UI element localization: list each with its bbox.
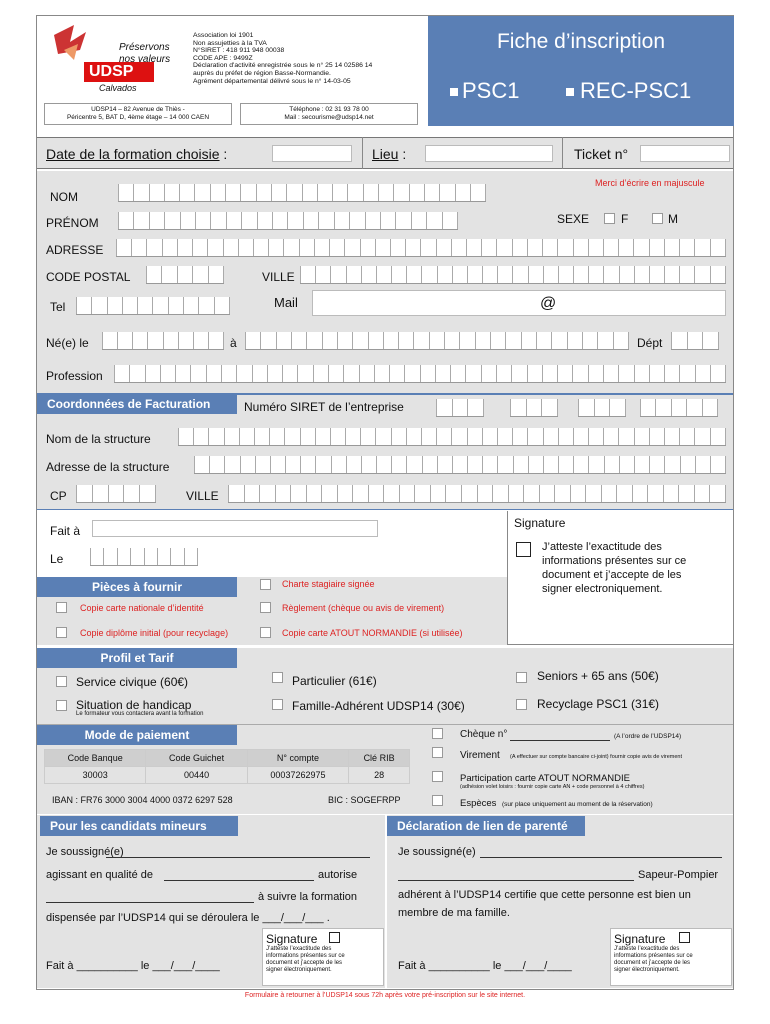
attest-line: signer électroniquement. [614,967,680,973]
assoc-line: Non assujetties à la TVA [193,39,267,47]
atout-checkbox[interactable] [432,771,443,782]
siret-field-4[interactable] [640,399,718,417]
address-box [44,103,232,125]
fait-le-field[interactable] [90,548,198,566]
bank-value: 30003 [45,767,146,784]
lieu-label: Lieu [372,146,399,162]
handicap-checkbox[interactable] [56,700,67,711]
attest-line: informations présentes sur ce [614,953,693,959]
charte-checkbox[interactable] [260,579,271,590]
service-checkbox[interactable] [56,676,67,687]
profil-tab: Profil et Tarif [37,648,237,668]
fait-a-input[interactable] [92,520,378,537]
diplome-checkbox[interactable] [56,627,67,638]
parente-nom-line [398,880,634,881]
lieu-input[interactable] [425,145,553,162]
siret-field-1[interactable] [436,399,484,417]
mineurs-nom-line [46,902,254,903]
ne-le-field[interactable] [102,332,224,350]
mineurs-fait: Fait à __________ le ___/___/____ [46,960,220,972]
pieces-tab: Pièces à fournir [37,577,237,597]
logo [44,20,174,100]
siret-field-3[interactable] [578,399,626,417]
mineurs-soussigne-line [106,857,370,858]
dispensee-dot: . [326,912,330,924]
parente-attest [614,946,693,974]
signature-label: Signature [514,516,566,530]
bank-header: Code Guichet [146,750,247,767]
lieu-label-wrap [372,146,406,162]
structure-address-label: Adresse de la structure [46,460,170,474]
date-input[interactable] [272,145,352,162]
mineurs-tab: Pour les candidats mineurs [40,816,238,836]
attest-line: document et j’accepte de les [266,960,343,966]
structure-name-field[interactable] [178,428,726,446]
dispensee-date: ___/___/___ [262,912,324,924]
attest-line: document et j’accepte de les [614,960,691,966]
option-psc1-label: PSC1 [462,78,520,103]
parente-signature-label: Signature [614,932,666,946]
assoc-line: N°SIRET : 418 911 948 00038 [193,47,285,55]
nom-label: NOM [50,190,78,204]
parente-soussigne: Je soussigné(e) [398,846,476,858]
especes-note: (sur place uniquement au moment de la réservation) [502,801,653,808]
handicap-label: Situation de handicap [76,698,192,712]
mineurs-dispensee [46,912,330,924]
seniors-label: Seniors + 65 ans (50€) [537,669,659,683]
dept-label: Dépt [637,336,663,350]
assoc-line: Agrément départemental délivré sous le n° 14-03-05 [193,77,351,85]
parente-fait-label: Fait à [398,960,426,972]
mail-label: Mail [274,295,298,310]
mineurs-suivre: à suivre la formation [258,891,358,903]
title-box [428,16,734,126]
cni-checkbox[interactable] [56,602,67,613]
attest-text [542,540,686,596]
ticket-input[interactable] [640,145,730,162]
atout-note: (adhésion volet loisirs : fournir copie carte AN + code personnel à 4 chiffres) [460,784,645,790]
paiement-tab: Mode de paiement [37,725,237,745]
contact-box [240,103,418,125]
particulier-label: Particulier (61€) [292,674,377,688]
formation-date-label [46,146,227,162]
code-postal-field[interactable] [146,266,224,284]
ville-label: VILLE [262,270,295,284]
phone: Téléphone : 02 31 93 78 00 [289,106,369,113]
mineurs-signature-checkbox[interactable] [329,932,340,943]
bank-header: Code Banque [45,750,146,767]
square-bullet-icon [450,88,458,96]
recyclage-checkbox[interactable] [516,699,527,710]
attest-line: informations présentes sur ce [266,953,345,959]
sexe-f-label: F [621,212,629,226]
attest-line: document et j’accepte de les [542,569,682,581]
uppercase-note: Merci d’écrire en majuscule [595,178,705,188]
mineurs-soussigne: Je soussigné(e) [46,846,124,858]
bank-header-row [45,750,410,767]
attest-line: informations présentes sur ce [542,555,687,567]
mail: Mail : secourisme@udsp14.net [284,114,374,121]
tel-field[interactable] [76,297,230,315]
billing-tab: Coordonnées de Facturation [37,394,237,414]
adresse-label: ADRESSE [46,243,104,257]
structure-name-label: Nom de la structure [46,432,151,446]
profession-field[interactable] [114,365,726,383]
siret-field-2[interactable] [510,399,558,417]
lieu-separator [362,137,363,169]
ticket-separator [562,137,563,169]
structure-address-field[interactable] [194,456,726,474]
cheque-note: (A l’ordre de l’UDSP14) [614,733,682,740]
code-postal-label: CODE POSTAL [46,270,131,284]
especes-label: Espèces [460,798,497,809]
colon: : [219,146,228,162]
fait-le-label: Le [50,552,64,566]
mineurs-signature-label: Signature [266,932,318,946]
logo-slogan-2: nos valeurs [119,54,171,65]
a-label: à [230,336,237,350]
particulier-checkbox[interactable] [272,672,283,683]
sexe-m-label: M [668,212,678,226]
lieu-naissance-field[interactable] [245,332,629,350]
parente-signature-checkbox[interactable] [679,932,690,943]
square-bullet-icon [566,88,574,96]
diplome-label: Copie diplôme initial (pour recyclage) [80,628,229,638]
billing-ville-label: VILLE [186,489,219,503]
parente-soussigne-line [480,857,722,858]
bic: BIC : SOGEFRPP [328,795,401,805]
nom-field[interactable] [118,184,486,202]
ville-field[interactable] [300,266,726,284]
mineurs-qualite: agissant en qualité de [46,869,154,881]
ticket-label: Ticket n° [574,146,629,162]
virement-label: Virement [460,750,500,761]
especes-checkbox[interactable] [432,795,443,806]
attest-line: J’atteste l’exactitude des [614,946,680,952]
logo-sub: Calvados [99,83,137,93]
address-line: UDSP14 – 82 Avenue de Thiès - [91,106,185,113]
fait-a-label: Fait à [50,524,81,538]
mail-input[interactable] [312,290,726,316]
ne-le-label: Né(e) le [46,336,89,350]
dept-field[interactable] [671,332,719,350]
atout-label: Participation carte ATOUT NORMANDIE [460,773,630,784]
charte-label: Charte stagiaire signée [282,579,375,589]
prenom-field[interactable] [118,212,458,230]
parente-adherent-2: membre de ma famille. [398,907,510,919]
bank-value-row [45,767,410,784]
assoc-line: Association loi 1901 [193,32,254,39]
page-title: Fiche d’inscription [496,30,666,53]
parente-pompier: Sapeur-Pompier [638,869,719,881]
bank-header: Clé RIB [349,750,410,767]
seniors-checkbox[interactable] [516,672,527,683]
cheque-line [510,740,610,741]
assoc-line: auprès du préfet de région Basse-Normandie. [193,69,331,77]
sexe-m-checkbox[interactable] [652,213,663,224]
recyclage-label: Recyclage PSC1 (31€) [537,697,660,711]
address-line: Péricentre 5, BAT D, 4ème étage – 14 000 CAEN [66,114,210,121]
sexe-label: SEXE [557,212,590,226]
parente-fait-date: ___/___/____ [504,960,572,972]
famille-label: Famille-Adhérent UDSP14 (30€) [292,699,465,713]
bank-table [44,749,410,784]
attest-line: signer électroniquement. [266,967,332,973]
tel-label: Tel [50,300,66,314]
virement-note: (A effectuer sur compte bancaire ci-joint) fournir copie avis de virement [510,754,683,760]
atout-copy-checkbox[interactable] [260,627,271,638]
handicap-note: Le formateur vous contactera avant la formation [76,711,204,717]
mineurs-fait-date: ___/___/____ [152,960,220,972]
parente-tab: Déclaration de lien de parenté [387,816,585,836]
option-rec-psc1[interactable] [566,78,691,104]
bank-header: N° compte [247,750,348,767]
mineurs-autorise: autorise [318,869,358,881]
logo-slogan-1: Préservons [119,42,170,53]
bank-value: 00037262975 [247,767,348,784]
famille-checkbox[interactable] [272,699,283,710]
date-label: Date de la formation choisie [46,146,220,162]
parente-le-label: le [492,960,502,972]
assoc-line: CODE APE : 9499Z [193,54,253,62]
cp-field[interactable] [76,485,156,503]
attest-line: J’atteste l’exactitude des [266,946,332,952]
option-rec-psc1-label: REC-PSC1 [580,78,692,103]
parente-fait: Fait à __________ le ___/___/____ [398,960,572,972]
at-sign: @ [540,295,557,312]
attest-line: signer electroniquement. [542,583,663,595]
mineurs-attest [266,946,345,974]
adresse-field[interactable] [116,239,726,257]
mineurs-fait-label: Fait à [46,960,74,972]
billing-ville-field[interactable] [228,485,726,503]
iban: IBAN : FR76 3000 3004 4000 0372 6297 528 [52,795,233,805]
atout-copy-label: Copie carte ATOUT NORMANDIE (si utilisée) [282,628,463,638]
mineurs-le-label: le [140,960,150,972]
sexe-f-checkbox[interactable] [604,213,615,224]
virement-checkbox[interactable] [432,747,443,758]
logo-text: UDSP [89,63,134,80]
footer-note: Formulaire à retourner à l’UDSP14 sous 72h après votre pré-inscription sur le site internet. [244,992,526,999]
cp-label: CP [50,489,67,503]
cni-label: Copie carte nationale d’identité [80,603,204,613]
reglement-label: Règlement (chèque ou avis de virement) [282,603,445,613]
service-label: Service civique (60€) [76,675,189,689]
siret-label: Numéro SIRET de l’entreprise [244,400,404,414]
bank-value: 28 [349,767,410,784]
colon: : [398,146,407,162]
reglement-checkbox[interactable] [260,602,271,613]
mineurs-qualite-line [164,880,314,881]
dispensee-text: dispensée par l’UDSP14 qui se déroulera le [46,912,260,924]
cheque-label: Chèque n° [460,729,508,740]
attest-checkbox[interactable] [516,542,531,557]
prenom-label: PRÉNOM [46,216,99,230]
cheque-checkbox[interactable] [432,728,443,739]
parente-adherent-1: adhérent à l’UDSP14 certifie que cette personne est bien un [398,889,691,901]
assoc-line: Déclaration d'activité enregistrée sous le n° 25 14 02586 14 [193,62,373,70]
attest-line: J’atteste l’exactitude des [542,541,662,553]
bank-value: 00440 [146,767,247,784]
profession-label: Profession [46,369,103,383]
option-psc1[interactable] [450,78,519,104]
assoc-info [193,32,372,85]
